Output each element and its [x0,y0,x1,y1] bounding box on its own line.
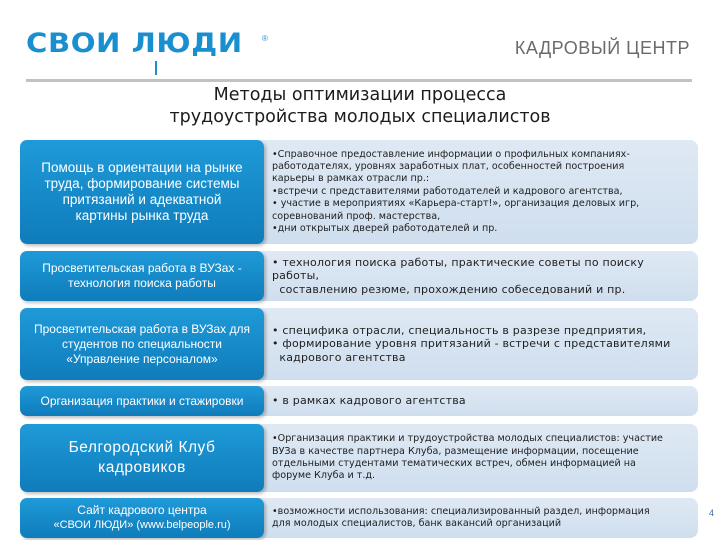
detail-line: отдельными студентами тематических встреч, обмен информацией на [272,458,636,469]
detail-line: • специфика отрасли, специальность в разрезе предприятия, [272,323,647,337]
detail-line: • формирование уровня притязаний - встречи с представителями [272,337,671,351]
method-box-website [20,498,264,538]
method-row-orientation [20,140,700,244]
method-label-line: притязаний и адекватной [62,192,222,207]
detail-line: для молодых специалистов, банк вакансий организаций [272,518,562,529]
method-detail-hr-students [244,308,698,380]
method-label-line: «Управление персоналом» [66,351,218,366]
method-label-line: картины рынка труда [75,208,209,223]
header-divider [26,79,692,82]
detail-line: •возможности использования: специализированный раздел, информация [272,505,650,517]
method-detail-hr-club [244,424,698,492]
org-name: КАДРОВЫЙ ЦЕНТР [514,38,690,58]
header [0,0,720,85]
detail-line: составлению резюме, прохождению собеседований и пр. [272,282,626,296]
method-row-hr-students [20,308,700,380]
method-label-line: Просветительская работа в ВУЗах - [42,261,242,275]
method-label-line: Сайт кадрового центра [77,503,207,517]
website-link[interactable]: «СВОИ ЛЮДИ» (www.belpeople.ru) [53,519,231,531]
title-line-1: Методы оптимизации процесса [213,85,507,105]
detail-line: •Организация практики и трудоустройства молодых специалистов: участие [272,433,663,445]
method-detail-website [244,498,698,538]
method-label-line: Организация практики и стажировки [40,393,244,408]
detail-line: •дни открытых дверей работодателей и пр. [272,223,498,235]
method-box-job-search [20,251,264,301]
detail-line: кадрового агентства [272,350,406,364]
logo-tick-icon [154,61,158,75]
page-number: 4 [708,508,714,518]
method-row-website [20,498,700,538]
detail-line: • технология поиска работы, практические советы по поиску работы, [272,255,644,283]
method-label-line: студентов по специальности [62,336,222,351]
detail-line: форуме Клуба и т.д. [272,470,376,482]
method-detail-job-search [244,251,698,301]
detail-line: соревнований проф. мастерства, [272,210,441,222]
detail-line: карьеры в рамках отрасли пр.: [272,173,430,185]
method-label-line: кадровиков [98,459,186,476]
logo-text: СВОИ ЛЮДИ [26,28,243,59]
method-row-hr-club [20,424,700,492]
method-label-line: Помощь в ориентации на рынке [41,160,243,175]
detail-line: •Справочное предоставление информации о профильных компаниях- [272,148,630,160]
method-box-internship [20,386,264,416]
detail-line: ВУЗа в качестве партнера Клуба, размещение информации, посещение [272,445,639,457]
method-row-internship [20,386,700,416]
detail-line: • участие в мероприятиях «Карьера-старт!», организация деловых игр, [272,198,640,210]
method-label-line: Белгородский Клуб [68,439,216,456]
method-label-line: труда, формирование системы [44,176,240,191]
method-detail-internship [244,386,698,416]
detail-line: • в рамках кадрового агентства [272,394,466,408]
method-row-job-search [20,251,700,301]
method-detail-orientation [244,140,698,244]
registered-mark: ® [262,34,268,43]
method-box-hr-club [20,424,264,492]
method-label-line: Просветительская работа в ВУЗах для [33,321,251,336]
title-line-2: трудоустройства молодых специалистов [169,107,551,127]
method-label-line: технология поиска работы [68,276,216,290]
method-box-hr-students [20,308,264,380]
detail-line: •встречи с представителями работодателей и кадрового агентства, [272,185,623,197]
method-box-orientation [20,140,264,244]
page-title [100,84,620,128]
detail-line: работодателях, уровнях заработных плат, особенностей построения [272,160,625,172]
